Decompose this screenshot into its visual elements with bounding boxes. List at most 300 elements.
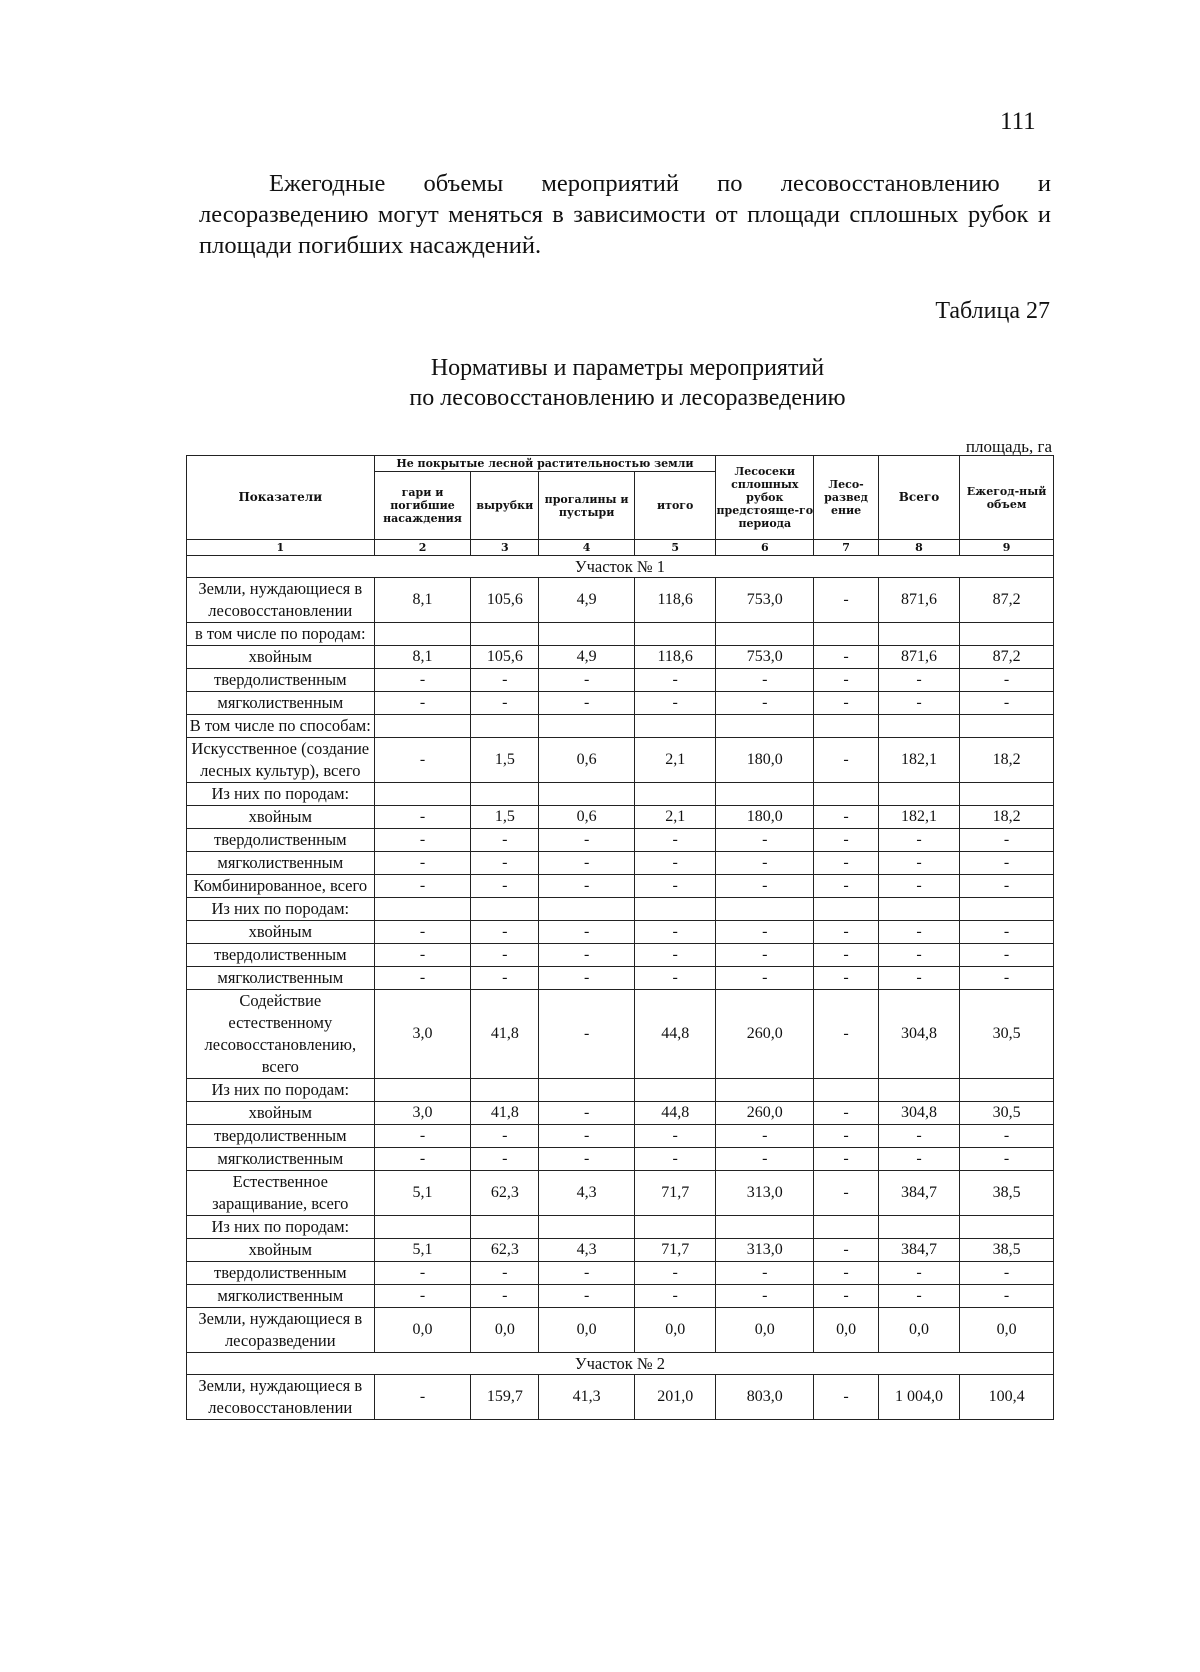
table-cell: 118,6 [635,578,716,623]
table-cell: 3,0 [374,990,471,1079]
header-total: Всего [878,456,959,540]
header-uncovered-lands: Не покрытые лесной растительностью земли [374,456,716,472]
table-cell: - [878,852,959,875]
table-cell: - [814,669,879,692]
table-cell: - [814,1375,879,1420]
table-row [187,1262,1054,1285]
table-cell [635,715,716,738]
table-cell [539,715,635,738]
table-cell: 118,6 [635,646,716,669]
table-cell: 4,9 [539,578,635,623]
table-cell: 30,5 [960,1102,1054,1125]
table-cell [716,783,814,806]
section-row [187,556,1054,578]
unit-label: площадь, га [965,437,1052,456]
table-cell [960,715,1054,738]
table-cell: 62,3 [471,1239,539,1262]
row-label: мягколиственным [187,692,375,715]
table-cell: - [814,578,879,623]
table-cell: 159,7 [471,1375,539,1420]
table-cell: - [878,944,959,967]
row-label: хвойным [187,806,375,829]
row-label: Естественное заращивание, всего [187,1171,375,1216]
table-cell: - [814,875,879,898]
table-cell [539,1079,635,1102]
row-label: твердолиственным [187,1125,375,1148]
table-cell: - [635,852,716,875]
table-row [187,990,1054,1079]
table-row [187,806,1054,829]
table-cell [539,898,635,921]
table-cell: - [814,1285,879,1308]
column-number: 9 [960,540,1054,556]
table-cell: - [960,1148,1054,1171]
table-cell: 4,9 [539,646,635,669]
table-cell: - [960,1125,1054,1148]
table-row [187,875,1054,898]
column-number: 4 [539,540,635,556]
table-cell [716,1216,814,1239]
header-afforestation: Лесо-развед ение [814,456,879,540]
row-label: мягколиственным [187,1285,375,1308]
table-cell: - [635,967,716,990]
table-cell: 313,0 [716,1239,814,1262]
section-row [187,1353,1054,1375]
table-row [187,1171,1054,1216]
table-cell: - [374,738,471,783]
table-cell: - [635,1262,716,1285]
table-cell: - [960,692,1054,715]
table-cell: - [960,1262,1054,1285]
table-cell [814,783,879,806]
table-cell: - [635,692,716,715]
table-cell [960,898,1054,921]
table-cell: - [878,1148,959,1171]
table-cell: - [539,944,635,967]
row-label: Из них по породам: [187,1079,375,1102]
table-cell: - [716,669,814,692]
table-cell: 180,0 [716,738,814,783]
table-cell [374,623,471,646]
table-cell: - [374,806,471,829]
section-title: Участок № 1 [187,556,1054,578]
table-row [187,1125,1054,1148]
table-row [187,852,1054,875]
table-label: Таблица 27 [935,298,1050,324]
table-cell [878,1079,959,1102]
table-cell: 5,1 [374,1171,471,1216]
table-cell: - [716,1285,814,1308]
table-cell: 30,5 [960,990,1054,1079]
table-cell: 182,1 [878,738,959,783]
row-label: хвойным [187,1239,375,1262]
header-annual: Ежегод-ный объем [960,456,1054,540]
table-cell: 0,0 [374,1308,471,1353]
table-cell: - [878,669,959,692]
table-cell: 753,0 [716,646,814,669]
table-cell: 41,8 [471,1102,539,1125]
table-cell [814,623,879,646]
measures-table [186,455,1054,1420]
table-cell: - [374,852,471,875]
table-cell: 71,7 [635,1239,716,1262]
table-cell: - [539,990,635,1079]
table-cell: - [374,1148,471,1171]
table-row [187,669,1054,692]
table-cell: - [635,1148,716,1171]
table-cell [716,715,814,738]
row-label: Из них по породам: [187,898,375,921]
table-cell: 313,0 [716,1171,814,1216]
table-cell: - [878,967,959,990]
table-row [187,967,1054,990]
table-cell: 8,1 [374,646,471,669]
row-label: твердолиственным [187,669,375,692]
table-cell: 4,3 [539,1171,635,1216]
column-number: 2 [374,540,471,556]
table-cell: - [814,990,879,1079]
table-cell: - [814,692,879,715]
column-number: 8 [878,540,959,556]
table-row [187,1148,1054,1171]
table-cell: - [471,1262,539,1285]
table-row [187,1102,1054,1125]
table-cell [471,623,539,646]
table-cell: - [716,921,814,944]
table-cell [878,1216,959,1239]
table-cell: 182,1 [878,806,959,829]
table-cell: - [960,669,1054,692]
table-cell: - [374,875,471,898]
table-caption-line2: по лесовосстановлению и лесоразведению [409,385,846,411]
table-cell [960,623,1054,646]
table-cell: 1,5 [471,738,539,783]
table-cell: 71,7 [635,1171,716,1216]
table-cell: 753,0 [716,578,814,623]
table-cell: - [878,692,959,715]
table-cell: - [960,967,1054,990]
table-row [187,783,1054,806]
row-label: твердолиственным [187,1262,375,1285]
table-row [187,829,1054,852]
table-cell [716,898,814,921]
table-cell: - [539,692,635,715]
table-cell [471,1079,539,1102]
table-cell: 105,6 [471,646,539,669]
row-label: Из них по породам: [187,1216,375,1239]
table-cell: - [814,921,879,944]
table-cell: - [960,875,1054,898]
table-cell: 100,4 [960,1375,1054,1420]
header-clearcuts: Лесосеки сплошных рубок предстояще-го периода [716,456,814,540]
table-cell [814,898,879,921]
table-cell: - [539,1285,635,1308]
table-cell [635,1216,716,1239]
table-cell: - [716,852,814,875]
table-cell [471,1216,539,1239]
table-cell: - [814,1239,879,1262]
table-cell: - [716,875,814,898]
table-cell: - [814,1125,879,1148]
table-row [187,692,1054,715]
header-indicators: Показатели [187,456,375,540]
table-cell [635,783,716,806]
table-cell: - [716,829,814,852]
table-row [187,623,1054,646]
table-cell: 18,2 [960,738,1054,783]
table-cell: - [814,852,879,875]
table-cell: - [471,921,539,944]
column-number: 5 [635,540,716,556]
table-row [187,1216,1054,1239]
row-label: хвойным [187,921,375,944]
table-cell: - [878,875,959,898]
table-cell: 0,0 [878,1308,959,1353]
table-cell: - [471,944,539,967]
table-cell: 44,8 [635,1102,716,1125]
table-row [187,944,1054,967]
row-label: Из них по породам: [187,783,375,806]
table-cell: - [374,829,471,852]
table-cell: - [878,1262,959,1285]
table-cell: - [374,692,471,715]
table-cell: - [471,967,539,990]
table-cell: 105,6 [471,578,539,623]
table-cell [960,1079,1054,1102]
row-label: твердолиственным [187,829,375,852]
table-cell: - [716,967,814,990]
table-cell [716,623,814,646]
table-cell: - [374,944,471,967]
table-cell: - [471,1125,539,1148]
table-cell: 0,0 [960,1308,1054,1353]
table-cell: - [960,852,1054,875]
table-cell: - [635,1125,716,1148]
table-cell: 3,0 [374,1102,471,1125]
row-label: В том числе по способам: [187,715,375,738]
table-row [187,898,1054,921]
table-cell [878,898,959,921]
table-cell: 38,5 [960,1171,1054,1216]
table-cell: 260,0 [716,990,814,1079]
table-cell: 4,3 [539,1239,635,1262]
header-glades: прогалины и пустыри [539,472,635,540]
table-cell: - [960,829,1054,852]
table-cell [539,783,635,806]
row-label: мягколиственным [187,967,375,990]
table-cell: - [471,669,539,692]
table-cell: 0,0 [539,1308,635,1353]
table-row [187,1239,1054,1262]
table-cell: - [374,1285,471,1308]
table-cell [960,1216,1054,1239]
table-cell: - [539,1102,635,1125]
table-cell: 38,5 [960,1239,1054,1262]
header-burned: гари и погибшие насаждения [374,472,471,540]
table-cell: 1,5 [471,806,539,829]
table-cell: 87,2 [960,646,1054,669]
row-label: мягколиственным [187,852,375,875]
table-cell: - [878,1285,959,1308]
table-cell: - [374,1375,471,1420]
table-cell: - [374,1125,471,1148]
table-cell: - [374,669,471,692]
row-label: Содействие естественному лесовосстановлению, всего [187,990,375,1079]
table-cell: - [635,921,716,944]
table-cell: - [716,1148,814,1171]
table-cell: 41,8 [471,990,539,1079]
table-cell: - [539,1262,635,1285]
table-cell: - [814,738,879,783]
table-cell: - [374,921,471,944]
row-label: твердолиственным [187,944,375,967]
table-cell [471,783,539,806]
table-cell: 44,8 [635,990,716,1079]
table-cell: 18,2 [960,806,1054,829]
table-cell: - [814,1262,879,1285]
table-cell: - [960,1285,1054,1308]
table-cell: 0,0 [814,1308,879,1353]
table-caption-line1: Нормативы и параметры мероприятий [430,355,825,381]
table-cell: - [814,1148,879,1171]
table-cell [374,898,471,921]
table-cell: - [471,852,539,875]
table-cell: - [471,1148,539,1171]
table-cell: - [539,829,635,852]
row-label: в том числе по породам: [187,623,375,646]
table-row [187,738,1054,783]
table-cell: 0,6 [539,806,635,829]
table-cell: 180,0 [716,806,814,829]
table-cell: - [716,692,814,715]
row-label: хвойным [187,646,375,669]
column-number: 7 [814,540,879,556]
table-cell: - [635,829,716,852]
table-cell: - [814,1171,879,1216]
table-cell [635,898,716,921]
table-cell [878,623,959,646]
table-cell: - [471,829,539,852]
table-cell [374,1216,471,1239]
table-cell: - [539,1148,635,1171]
page-number: 111 [1000,108,1036,135]
table-row [187,578,1054,623]
table-row [187,1079,1054,1102]
table-cell [635,1079,716,1102]
table-cell: - [471,692,539,715]
column-number: 3 [471,540,539,556]
row-label: хвойным [187,1102,375,1125]
row-label: Земли, нуждающиеся в лесовосстановлении [187,578,375,623]
table-cell: - [539,875,635,898]
table-cell [814,715,879,738]
table-cell: 0,6 [539,738,635,783]
table-cell: 62,3 [471,1171,539,1216]
table-cell: 871,6 [878,578,959,623]
table-cell: - [814,829,879,852]
row-label: Земли, нуждающиеся в лесовосстановлении [187,1375,375,1420]
table-cell [374,1079,471,1102]
table-cell: - [878,921,959,944]
table-cell: 41,3 [539,1375,635,1420]
header-subtotal: итого [635,472,716,540]
table-cell: 5,1 [374,1239,471,1262]
table-body [187,456,1054,1420]
table-cell: 2,1 [635,738,716,783]
table-cell: - [635,1285,716,1308]
table-cell [814,1216,879,1239]
header-cuttings: вырубки [471,472,539,540]
table-cell [539,623,635,646]
table-row [187,1308,1054,1353]
table-cell: 304,8 [878,1102,959,1125]
table-cell: - [374,1262,471,1285]
table-cell [878,715,959,738]
table-cell: - [716,1125,814,1148]
table-row [187,715,1054,738]
column-number: 6 [716,540,814,556]
table-cell [471,898,539,921]
row-label: Комбинированное, всего [187,875,375,898]
table-cell: - [374,967,471,990]
table-row [187,1285,1054,1308]
table-cell: - [878,1125,959,1148]
table-cell: - [471,1285,539,1308]
table-cell: 0,0 [635,1308,716,1353]
table-row [187,646,1054,669]
table-cell: - [814,646,879,669]
table-cell: 87,2 [960,578,1054,623]
table-cell: 803,0 [716,1375,814,1420]
table-cell: - [716,1262,814,1285]
table-cell: - [635,875,716,898]
table-cell: - [814,967,879,990]
table-cell: 384,7 [878,1239,959,1262]
table-row [187,1375,1054,1420]
table-cell: - [814,944,879,967]
table-cell [814,1079,879,1102]
table-cell: - [960,921,1054,944]
table-cell: - [960,944,1054,967]
table-cell: 0,0 [471,1308,539,1353]
table-cell [471,715,539,738]
table-cell: - [635,669,716,692]
column-number: 1 [187,540,375,556]
row-label: Земли, нуждающиеся в лесоразведении [187,1308,375,1353]
table-cell: - [539,1125,635,1148]
table-cell [374,715,471,738]
table-cell: 384,7 [878,1171,959,1216]
table-cell: 2,1 [635,806,716,829]
table-cell: 1 004,0 [878,1375,959,1420]
intro-paragraph: Ежегодные объемы мероприятий по лесовосстановлению и лесоразведению могут меняться в зависимости от площади сплошных рубок и площади погибших насаждений. [199,170,1051,259]
table-cell: - [471,875,539,898]
table-cell: - [539,967,635,990]
table-cell: - [878,829,959,852]
table-cell [374,783,471,806]
table-cell [716,1079,814,1102]
table-cell: - [635,944,716,967]
table-cell: - [814,1102,879,1125]
section-title: Участок № 2 [187,1353,1054,1375]
table-cell [960,783,1054,806]
table-cell: 260,0 [716,1102,814,1125]
table-cell: - [539,921,635,944]
table-cell: - [539,669,635,692]
table-cell: 201,0 [635,1375,716,1420]
table-cell: - [539,852,635,875]
table-cell [539,1216,635,1239]
